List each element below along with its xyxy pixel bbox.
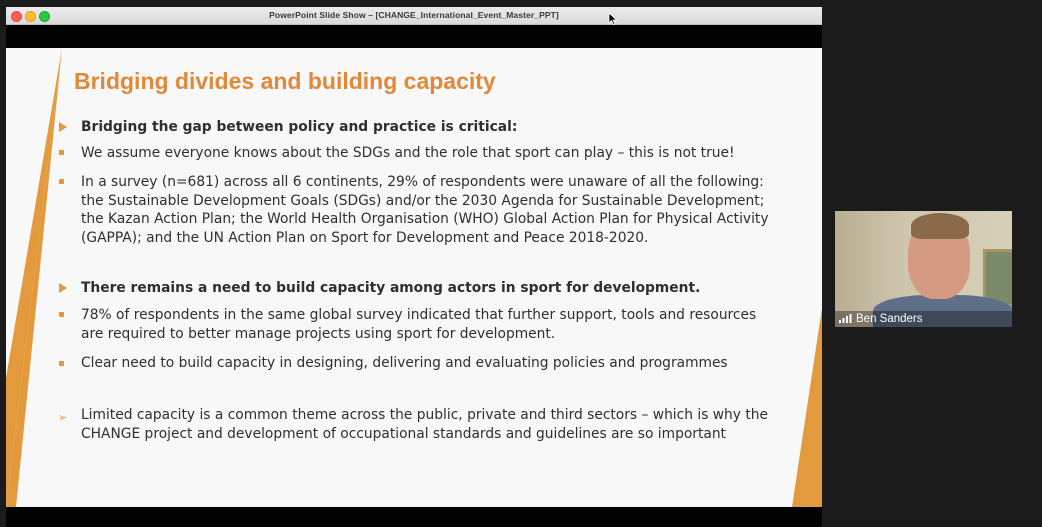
participant-name-bar [835,311,1012,327]
slide-heading-2: There remains a need to build capacity among actors in sport for development. [81,280,701,296]
title-bar[interactable] [6,7,822,25]
window-title: PowerPoint Slide Show – [CHANGE_International_Event_Master_PPT] [269,10,559,20]
square-bullet-icon [59,312,64,317]
slideshow-window [6,7,822,527]
slide-bullet-2: In a survey (n=681) across all 6 continents, 29% of respondents were unaware of all the following: the Sustainable Development Goals (SDGs) and/or the 2030 Agenda for Sustainable Development; the Kazan Action Plan; the World Health Organisation (WHO) Global Action Plan for Physical Activity (GAPPA); and the UN Action Plan on Sport for Development and Peace 2018-2020. [81,174,769,246]
signal-strength-icon [839,314,852,323]
participant-name: Ben Sanders [856,313,923,325]
arrow-bullet-icon [59,122,67,132]
square-bullet-icon [59,179,64,184]
slide-bullet-3: 78% of respondents in the same global survey indicated that further support, tools and resources are required to better manage projects using sport for development. [81,307,757,342]
chevron-bullet-icon: ➢ [58,411,68,424]
slide[interactable] [6,48,822,507]
slide-title: Bridging divides and building capacity [74,68,496,94]
participant-hair [911,213,969,239]
arrow-bullet-icon [59,283,67,293]
slide-heading-1: Bridging the gap between policy and practice is critical: [81,119,518,135]
slide-bullet-5: Limited capacity is a common theme across the public, private and third sectors – which is why the CHANGE project and development of occupational standards and guidelines are so important [81,407,768,442]
participant-video-tile[interactable] [835,211,1012,327]
square-bullet-icon [59,150,64,155]
slide-bullet-1: We assume everyone knows about the SDGs and the role that sport can play – this is not true! [81,145,735,161]
slide-bullet-4: Clear need to build capacity in designing, delivering and evaluating policies and programmes [81,355,728,371]
square-bullet-icon [59,361,64,366]
mouse-cursor-icon [608,13,618,25]
